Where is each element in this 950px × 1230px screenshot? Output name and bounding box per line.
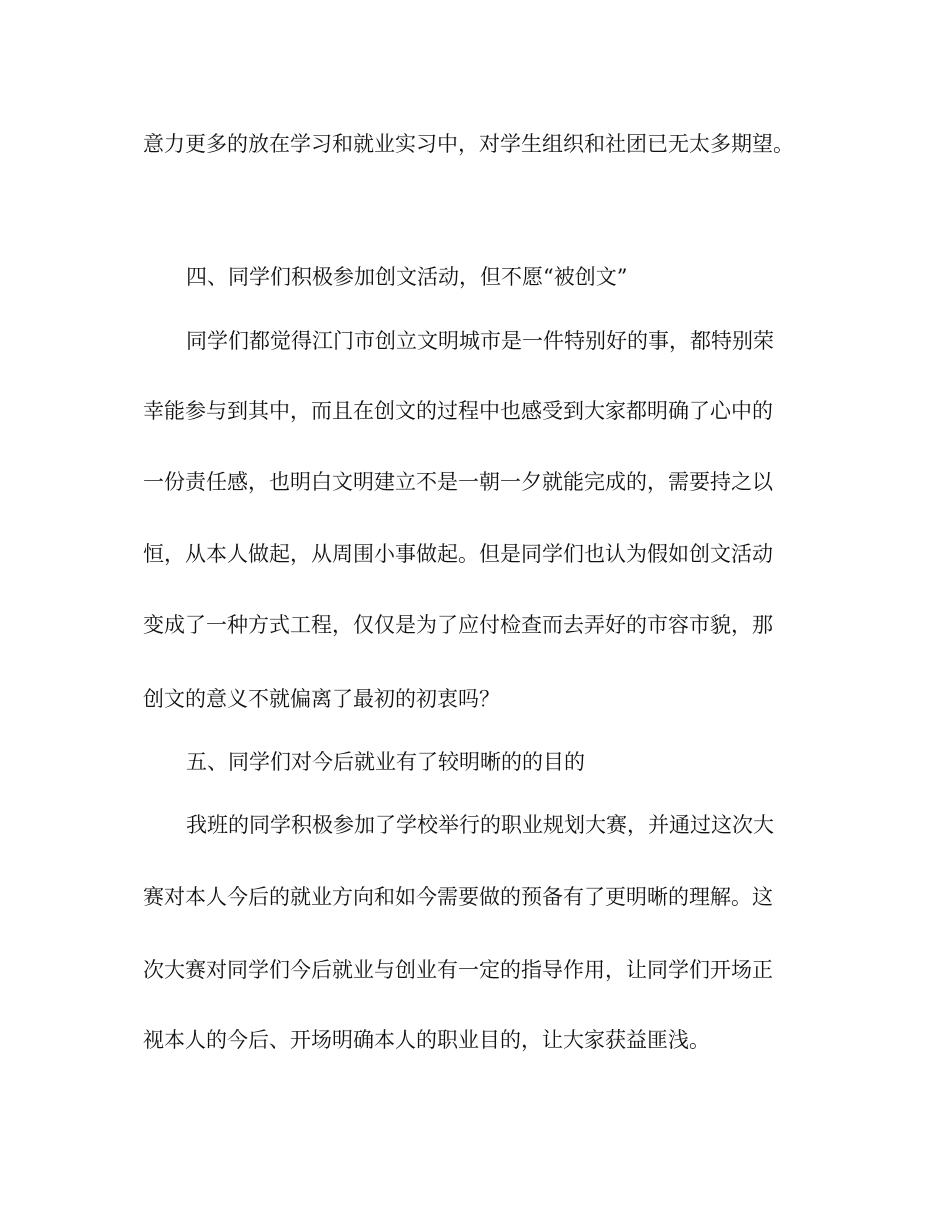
paragraph-line: 次大赛对同学们今后就业与创业有一定的指导作用，让同学们开场正 [143,958,773,982]
paragraph-line: 我班的同学积极参加了学校举行的职业规划大赛，并通过这次大 [186,813,774,837]
paragraph-line: 创文的意义不就偏离了最初的初衷吗？ [143,687,500,711]
paragraph-line: 恒，从本人做起，从周围小事做起。但是同学们也认为假如创文活动 [143,542,773,566]
section-heading-5: 五、同学们对今后就业有了较明晰的的目的 [186,750,585,774]
paragraph-line: 变成了一种方式工程，仅仅是为了应付检查而去弄好的市容市貌，那 [143,613,773,637]
paragraph-line: 同学们都觉得江门市创立文明城市是一件特别好的事，都特别荣 [186,329,774,353]
paragraph-line: 赛对本人今后的就业方向和如今需要做的预备有了更明晰的理解。这 [143,885,773,909]
paragraph-line: 一份责任感，也明白文明建立不是一朝一夕就能完成的，需要持之以 [143,470,773,494]
paragraph-line: 意力更多的放在学习和就业实习中，对学生组织和社团已无太多期望。 [143,132,794,156]
section-heading-4: 四、同学们积极参加创文活动，但不愿“被创文” [186,265,628,289]
paragraph-line: 幸能参与到其中，而且在创文的过程中也感受到大家都明确了心中的 [143,399,773,423]
paragraph-line: 视本人的今后、开场明确本人的职业目的，让大家获益匪浅。 [143,1028,710,1052]
